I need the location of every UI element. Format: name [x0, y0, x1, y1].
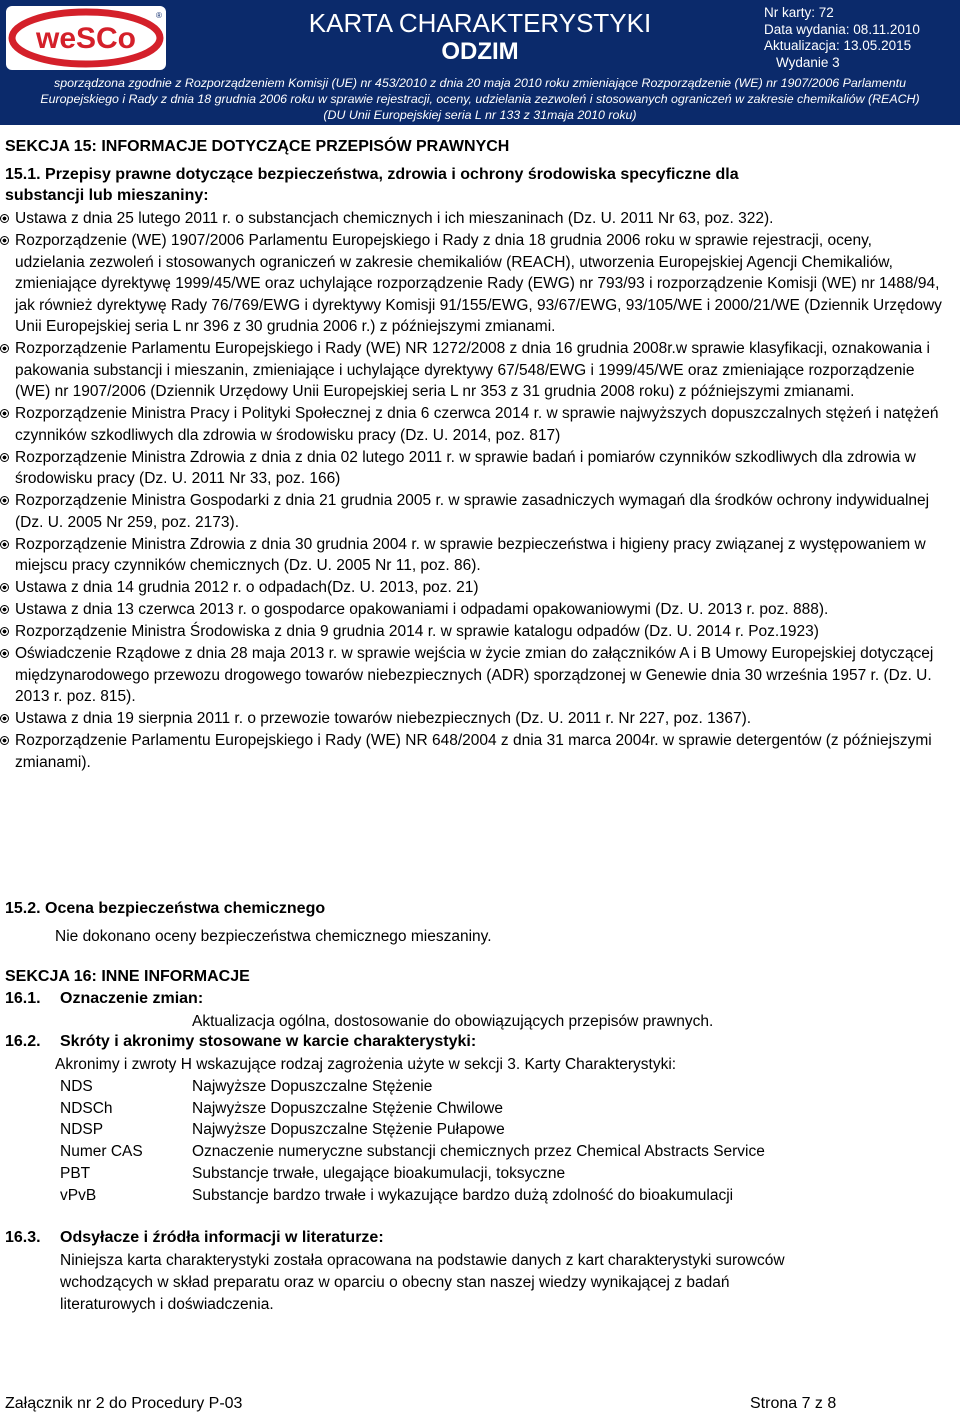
acronym-desc: Substancje trwałe, ulegające bioakumulacji, toksyczne [192, 1164, 566, 1182]
acronym-abbr: vPvB [60, 1186, 97, 1204]
bullet-icon [0, 236, 9, 245]
legal-line: (DU Unii Europejskiej seria L nr 133 z 31maja 2010 roku) [323, 108, 637, 122]
section-16-2-number: 16.2. [5, 1033, 41, 1050]
bullet-icon [0, 344, 9, 353]
legal-line: Europejskiego i Rady z dnia 18 grudnia 2006 roku w sprawie rejestracji, oceny, udzielania zezwoleń i stosowanych ograniczeń w zakresie chemikaliów (REACH) [40, 92, 920, 106]
document-meta [764, 5, 920, 71]
logo-text: weSCo [35, 22, 137, 55]
acronym-desc: Oznaczenie numeryczne substancji chemicznych przez Chemical Abstracts Service [192, 1143, 765, 1161]
acronym-row [60, 1076, 765, 1098]
acronym-row [60, 1185, 765, 1207]
bullet-icon [0, 649, 9, 658]
section-16-3-number: 16.3. [5, 1229, 41, 1246]
card-number: Nr karty: 72 [764, 5, 834, 20]
acronym-abbr: PBT [60, 1164, 91, 1182]
bullet-icon [0, 583, 9, 592]
document-title: KARTA CHARAKTERYSTYKI [308, 8, 652, 38]
bullet-icon [0, 409, 9, 418]
footer-attachment: Załącznik nr 2 do Procedury P-03 [5, 1395, 243, 1412]
section-16-2-intro: Akronimy i zwroty H wskazujące rodzaj zagrożenia użyte w sekcji 3. Karty Charakterystyki: [55, 1056, 677, 1073]
acronym-desc: Substancje bardzo trwałe i wykazujące bardzo dużą zdolność do bioakumulacji [192, 1186, 734, 1204]
text-line: wchodzących w skład preparatu oraz w oparciu o obecny stan naszej wiedzy wynikającej z badań [60, 1274, 730, 1291]
section-16-1-heading: Oznaczenie zmian: [60, 990, 204, 1007]
acronym-abbr: NDS [60, 1078, 93, 1095]
acronym-row [60, 1141, 765, 1163]
list-item: Ustawa z dnia 19 sierpnia 2011 r. o przewozie towarów niebezpiecznych (Dz. U. 2011 r. Nr 227, poz. 1367). [0, 708, 945, 730]
acronym-row [60, 1119, 765, 1141]
bullet-icon [0, 453, 9, 462]
update-date: Aktualizacja: 13.05.2015 [764, 38, 912, 53]
list-item: Rozporządzenie Parlamentu Europejskiego i Rady (WE) NR 1272/2008 z dnia 16 grudnia 2008r.w sprawie klasyfikacji, oznakowania i pakowania substancji i mieszanin, zmieniające i uchylające dyrektywy 67/548/EWG i 1999/45/WE oraz zmieniające rozporządzenie (WE) nr 1907/2006 (Dziennik Urzędowy Unii Europejskiej seria L nr 353 z 31 grudnia 2008 roku) z późniejszymi zmianami. [0, 338, 945, 403]
svg-text:®: ® [156, 11, 162, 20]
text-line: Niniejsza karta charakterystyki została opracowana na podstawie danych z kart charakterystyki surowców [60, 1252, 785, 1269]
section-15-1-heading-line1: 15.1. Przepisy prawne dotyczące bezpieczeństwa, zdrowia i ochrony środowiska specyficzne dla [5, 166, 739, 183]
section-16-1-text: Aktualizacja ogólna, dostosowanie do obowiązujących przepisów prawnych. [192, 1013, 714, 1030]
list-item: Rozporządzenie Ministra Zdrowia z dnia 30 grudnia 2004 r. w sprawie bezpieczeństwa i higieny pracy związanej z występowaniem w miejscu pracy czynników chemicznych (Dz. U. 2005 Nr 11, poz. 86). [0, 534, 945, 577]
list-item: Rozporządzenie Parlamentu Europejskiego i Rady (WE) NR 648/2004 z dnia 31 marca 2004r. w sprawie detergentów (z późniejszymi zmianami). [0, 730, 945, 773]
section-15-heading: SEKCJA 15: INFORMACJE DOTYCZĄCE PRZEPISÓW PRAWNYCH [5, 138, 510, 155]
acronym-desc: Najwyższe Dopuszczalne Stężenie [192, 1078, 433, 1095]
section-16-3-heading: Odsyłacze i źródła informacji w literaturze: [60, 1229, 384, 1246]
list-item: Rozporządzenie Ministra Gospodarki z dnia 21 grudnia 2005 r. w sprawie zasadniczych wymagań dla środków ochrony indywidualnej (Dz. U. 2005 Nr 259, poz. 2173). [0, 490, 945, 533]
list-item: Ustawa z dnia 25 lutego 2011 r. o substancjach chemicznych i ich mieszaninach (Dz. U. 2011 Nr 63, poz. 322). [0, 208, 945, 230]
acronym-row [60, 1098, 765, 1120]
list-item: Ustawa z dnia 13 czerwca 2013 r. o gospodarce opakowaniami i odpadami opakowaniowymi (Dz. U. 2013 r. poz. 888). [0, 599, 945, 621]
acronym-desc: Najwyższe Dopuszczalne Stężenie Pułapowe [192, 1121, 505, 1139]
section-15-2-heading: 15.2. Ocena bezpieczeństwa chemicznego [5, 900, 326, 917]
list-item: Oświadczenie Rządowe z dnia 28 maja 2013 r. w sprawie wejścia w życie zmian do załączników A i B Umowy Europejskiej dotyczącej międzynarodowego przewozu drogowego towarów niebezpiecznych (ADR) sporządzonej w Genewie dnia 30 września 1957 r. (Dz. U. 2013 r. poz. 815). [0, 643, 945, 708]
section-16-heading: SEKCJA 16: INNE INFORMACJE [5, 968, 250, 985]
footer-page-number: Strona 7 z 8 [750, 1395, 837, 1412]
acronym-row [60, 1163, 765, 1185]
issue-date: Data wydania: 08.11.2010 [764, 21, 920, 37]
bullet-icon [0, 605, 9, 614]
list-item: Rozporządzenie Ministra Zdrowia z dnia z dnia 02 lutego 2011 r. w sprawie badań i pomiarów czynników szkodliwych dla zdrowia w środowisku pracy (Dz. U. 2011 Nr 33, poz. 166) [0, 447, 945, 490]
bullet-icon [0, 540, 9, 549]
bullet-icon [0, 496, 9, 505]
acronym-abbr: Numer CAS [60, 1143, 143, 1161]
bullet-icon [0, 736, 9, 745]
bullet-icon [0, 627, 9, 636]
list-item: Rozporządzenie Ministra Środowiska z dnia 9 grudnia 2014 r. w sprawie katalogu odpadów (Dz. U. 2014 r. Poz.1923) [0, 621, 945, 643]
list-item: Rozporządzenie Ministra Pracy i Polityki Społecznej z dnia 6 czerwca 2014 r. w sprawie najwyższych dopuszczalnych stężeń i natężeń czynników szkodliwych dla zdrowia w środowisku pracy (Dz. U. 2014, poz. 817) [0, 403, 945, 446]
acronym-abbr: NDSP [60, 1121, 104, 1139]
text-line: literaturowych i doświadczenia. [60, 1296, 274, 1313]
acronym-desc: Najwyższe Dopuszczalne Stężenie Chwilowe [192, 1099, 503, 1117]
section-15-2-text: Nie dokonano oceny bezpieczeństwa chemicznego mieszaniny. [55, 928, 492, 945]
regulations-list [0, 208, 945, 774]
section-16-3-text [60, 1250, 785, 1316]
acronyms-table [60, 1076, 765, 1206]
bullet-icon [0, 714, 9, 723]
product-name: ODZIM [441, 38, 519, 65]
legal-basis [0, 75, 960, 123]
acronym-abbr: NDSCh [60, 1099, 113, 1117]
list-item: Rozporządzenie (WE) 1907/2006 Parlamentu Europejskiego i Rady z dnia 18 grudnia 2006 roku w sprawie rejestracji, oceny, udzielania zezwoleń i stosowanych ograniczeń w zakresie chemikaliów (REACH), utworzenia Europejskiej Agencji Chemikaliów, zmieniające dyrektywę 1999/45/WE oraz uchylające rozporządzenie Rady (EWG) nr 793/93 i rozporządzenie Komisji (WE) nr 1488/94, jak również dyrektywę Rady 76/769/EWG i dyrektywy Komisji 91/155/EWG, 93/67/EWG, 93/105/WE i 2000/21/WE (Dziennik Urzędowy Unii Europejskiej seria L nr 396 z 30 grudnia 2006 r.) z późniejszymi zmianami. [0, 230, 945, 338]
edition: Wydanie 3 [776, 54, 840, 70]
list-item: Ustawa z dnia 14 grudnia 2012 r. o odpadach(Dz. U. 2013, poz. 21) [0, 577, 945, 599]
section-15-1-heading-line2: substancji lub mieszaniny: [5, 187, 209, 204]
document-header [0, 0, 960, 125]
section-16-1-number: 16.1. [5, 990, 41, 1007]
bullet-icon [0, 214, 9, 223]
section-16-2-heading: Skróty i akronimy stosowane w karcie charakterystyki: [60, 1033, 477, 1050]
legal-line: sporządzona zgodnie z Rozporządzeniem Komisji (UE) nr 453/2010 z dnia 20 maja 2010 roku zmieniające Rozporządzenie (WE) nr 1907/2006 Parlamentu [54, 76, 906, 90]
